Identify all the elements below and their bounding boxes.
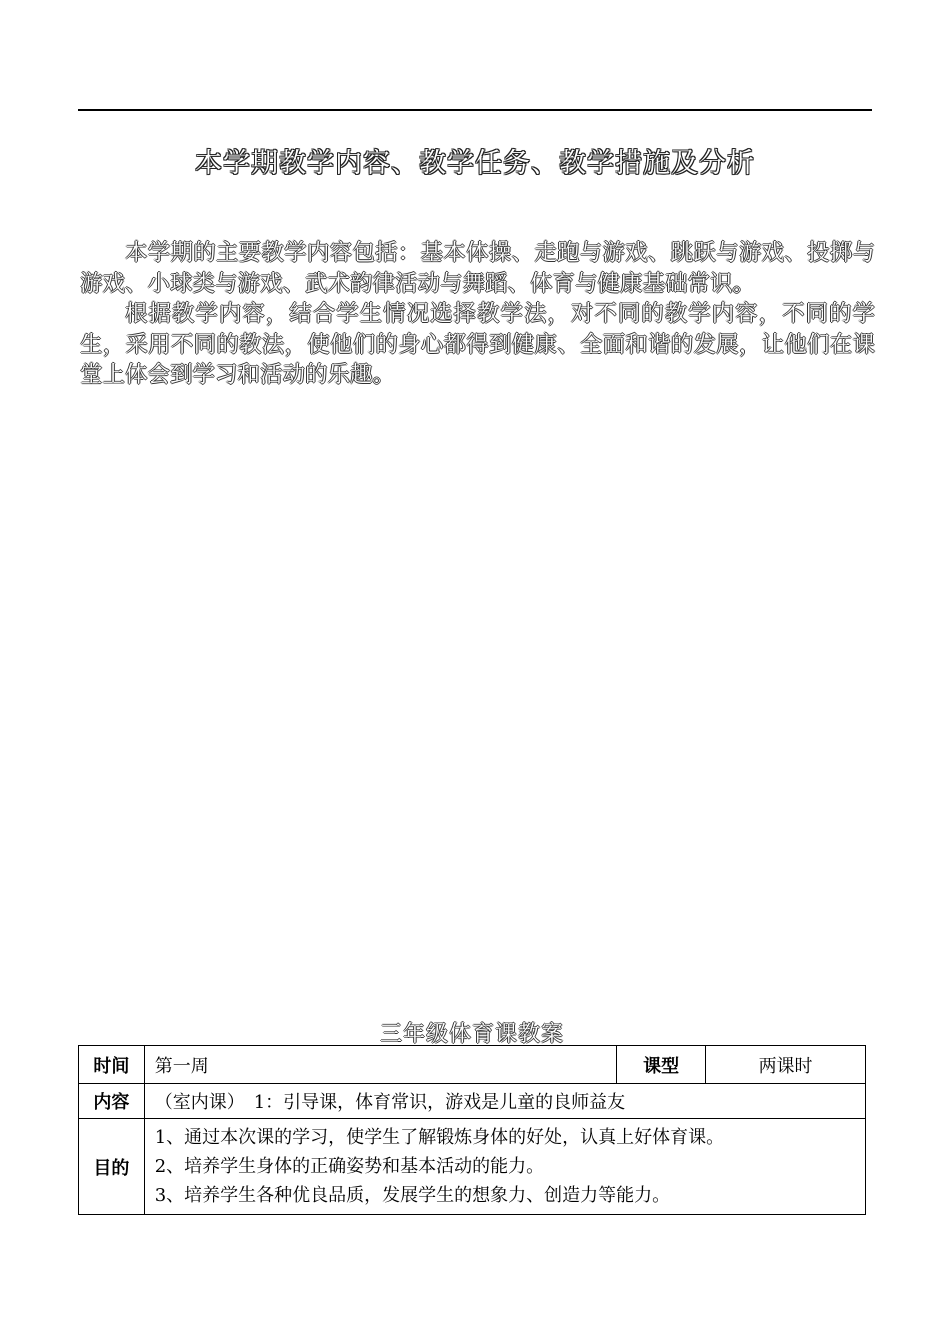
goal-item: 2、培养学生身体的正确姿势和基本活动的能力。 bbox=[154, 1156, 545, 1177]
document-body bbox=[80, 238, 875, 391]
header-rule bbox=[78, 109, 872, 111]
goal-label: 目的 bbox=[79, 1119, 145, 1215]
paragraph-method: 根据教学内容，结合学生情况选择教学法，对不同的教学内容，不同的学生，采用不同的教法，使他们的身心都得到健康、全面和谐的发展，让他们在课堂上体会到学习和活动的乐趣。 bbox=[80, 301, 875, 388]
goal-item: 1、通过本次课的学习，使学生了解锻炼身体的好处，认真上好体育课。 bbox=[154, 1127, 725, 1148]
goal-item: 3、培养学生各种优良品质，发展学生的想象力、创造力等能力。 bbox=[154, 1185, 671, 1206]
table-row bbox=[79, 1046, 866, 1084]
lesson-plan-title: 三年级体育课教案 bbox=[379, 1022, 564, 1047]
time-value: 第一周 bbox=[144, 1046, 616, 1084]
table-row bbox=[79, 1119, 866, 1215]
goal-list bbox=[144, 1119, 865, 1215]
time-label: 时间 bbox=[79, 1046, 145, 1084]
content-label: 内容 bbox=[79, 1084, 145, 1119]
type-value: 两课时 bbox=[706, 1046, 866, 1084]
document-title: 本学期教学内容、教学任务、教学措施及分析 bbox=[195, 148, 755, 179]
type-label: 课型 bbox=[617, 1046, 706, 1084]
table-row bbox=[79, 1084, 866, 1119]
paragraph-content: 本学期的主要教学内容包括：基本体操、走跑与游戏、跳跃与游戏、投掷与游戏、小球类与游戏、武术韵律活动与舞蹈、体育与健康基础常识。 bbox=[80, 240, 875, 297]
content-value: （室内课） 1：引导课，体育常识，游戏是儿童的良师益友 bbox=[144, 1084, 865, 1119]
lesson-plan-table bbox=[78, 1045, 866, 1215]
